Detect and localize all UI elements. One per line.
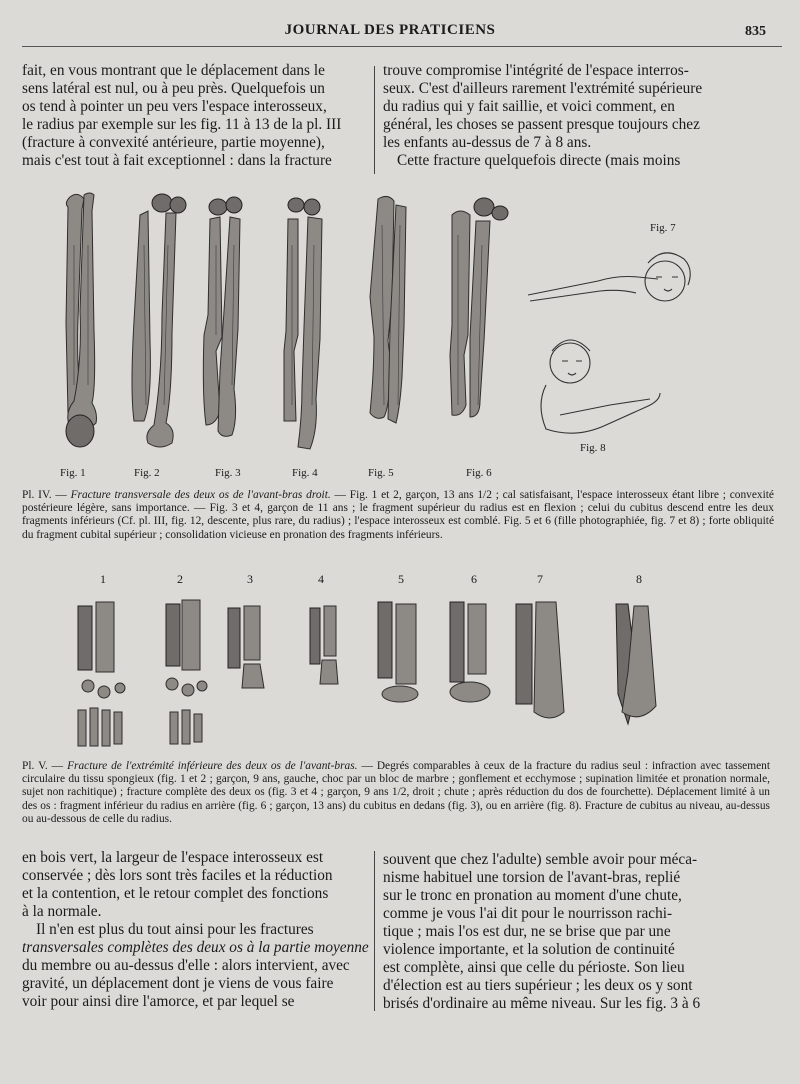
plate-v-fig-1 [78, 602, 125, 746]
plate-v-num-7: 7 [537, 572, 543, 586]
plate-iv-caption-title: Fracture transversale des deux os de l'avant-bras droit. [70, 489, 331, 501]
column-divider-top [374, 66, 375, 174]
text-line: les enfants au-dessus de 7 à 8 ans. [383, 134, 592, 151]
text-line: d'élection est au tiers supérieur ; les deux os y sont [383, 977, 693, 994]
text-line: du membre ou au-dessus d'elle : alors intervient, avec [22, 957, 350, 974]
plate-v-caption-body: — Degrés comparables à ceux de la fracture du radius seul : infraction avec tassement circulaire du tissu spongieux (fig. 1 et 2 ; garçon, 9 ans, gauche, choc par un bloc de marbre ; gonflement et ecchymose ; supination limitée et pronation normale, sujet non rachitique) ; fracture complète des deux os (fig. 3 et 4 ; garçon, 9 ans 1/2, droit ; chute ; après réduction du dos de fourchette). Déplacement limité à un des os : fragment inférieur du radius en arrière (fig. 6 ; garçon, 13 ans) du cubitus en dedans (fig. 3), ou en arrière (fig. 8). Fracture de cubitus au niveau, au-dessus ou au-dessous de celle du radius. [22, 760, 770, 825]
fig-3-label: Fig. 3 [215, 467, 241, 479]
text-line: sur le tronc en pronation au moment d'une chute, [383, 887, 682, 904]
fig-5-label: Fig. 5 [368, 467, 394, 479]
text-line: sens latéral est nul, ou à peu près. Quelquefois un [22, 80, 325, 97]
plate-v-num-6: 6 [471, 572, 477, 586]
plate-v-fig-6 [450, 602, 490, 702]
plate-v-fig-5 [378, 602, 418, 702]
text-line: gravité, un déplacement dont je viens de vous faire [22, 975, 334, 992]
fig-2-bones [132, 194, 186, 447]
plate-v-fig-2 [166, 600, 207, 744]
plate-iv-caption-lead: Pl. IV. — [22, 489, 67, 501]
plate-v-caption-lead: Pl. V. — [22, 760, 64, 772]
bottom-right-column [383, 851, 743, 1013]
plate-v-num-5: 5 [398, 572, 404, 586]
fig-1-bones [66, 193, 97, 447]
text-line: et la contention, et le retour complet des fonctions [22, 885, 329, 902]
plate-v-num-1: 1 [100, 572, 106, 586]
plate-v-num-3: 3 [247, 572, 253, 586]
text-line: général, les choses se passent presque toujours chez [383, 116, 700, 133]
plate-v-num-4: 4 [318, 572, 324, 586]
text-line: en bois vert, la largeur de l'espace interosseux est [22, 849, 324, 866]
text-line: conservée ; dès lors sont très faciles et la réduction [22, 867, 333, 884]
header-rule [22, 46, 782, 47]
text-line: le radius par exemple sur les fig. 11 à 13 de la pl. III [22, 116, 342, 133]
text-line: mais c'est tout à fait exceptionnel : dans la fracture [22, 152, 332, 169]
top-right-column [383, 62, 743, 170]
fig-6-bones [450, 198, 508, 417]
plate-v-fig-3 [228, 606, 264, 688]
fig-1-label: Fig. 1 [60, 467, 86, 479]
fig-2-label: Fig. 2 [134, 467, 160, 479]
plate-v-num-2: 2 [177, 572, 183, 586]
plate-v-caption-title: Fracture de l'extrémité inférieure des deux os de l'avant-bras. [67, 760, 358, 772]
plate-v-illustration [60, 592, 700, 752]
text-line: du radius qui y fait saillie, et voici comment, en [383, 98, 675, 115]
text-line: nisme habituel une torsion de l'avant-bras, replié [383, 869, 681, 886]
text-line: comme je vous l'ai dit pour le nourrisson rachi- [383, 905, 673, 922]
text-line: souvent que chez l'adulte) semble avoir pour méca- [383, 851, 698, 868]
plate-iv-illustration [40, 185, 740, 475]
plate-v-caption [22, 760, 770, 826]
fig-4-label: Fig. 4 [292, 467, 318, 479]
plate-iv-caption-body: — Fig. 1 et 2, garçon, 13 ans 1/2 ; cal satisfaisant, l'espace interosseux étant libre ; convexité postérieure légère, sans importance. — Fig. 3 et 4, garçon de 11 ans ; le fragment supérieur du radius est en flexion ; celui du cubitus descend entre les deux fragments inférieurs (Cf. pl. III, fig. 12, descente, plus rare, du radius) ; l'espace interosseux est comblé. Fig. 5 et 6 (fille photographiée, fig. 7 et 8) ; forte obliquité du fragment cubital supérieur ; consolidation vicieuse en pronation des fragments inférieurs. [22, 489, 774, 541]
text-line: violence importante, et la solution de continuité [383, 941, 675, 958]
bottom-left-column [22, 849, 367, 1011]
text-line: est complète, ainsi que celle du périoste. Son lieu [383, 959, 685, 976]
text-line: seux. C'est d'ailleurs rarement l'extrémité supérieure [383, 80, 703, 97]
text-line: Cette fracture quelquefois directe (mais moins [397, 152, 681, 169]
text-line: (fracture à convexité antérieure, partie moyenne), [22, 134, 325, 151]
fig-5-bones [370, 196, 406, 423]
page-number: 835 [745, 24, 766, 39]
plate-iv-caption [22, 489, 774, 542]
fig-8-label: Fig. 8 [580, 442, 606, 454]
fig-7-sketch [528, 253, 690, 301]
text-line: Il n'en est plus du tout ainsi pour les fractures [36, 921, 314, 938]
text-line: fait, en vous montrant que le déplacement dans le [22, 62, 325, 79]
fig-7-label: Fig. 7 [650, 222, 676, 234]
text-line: tique ; mais l'os est dur, ne se brise que par une [383, 923, 671, 940]
text-line: trouve compromise l'intégrité de l'espace interros- [383, 62, 689, 79]
plate-v-fig-4 [310, 606, 338, 684]
text-line: voir pour ainsi dire l'amorce, et par lequel se [22, 993, 295, 1010]
fig-4-bones [284, 198, 322, 449]
plate-v-num-8: 8 [636, 572, 642, 586]
text-line: os tend à pointer un peu vers l'espace interosseux, [22, 98, 327, 115]
running-header-title: JOURNAL DES PRATICIENS [284, 22, 496, 38]
top-left-column [22, 62, 367, 170]
text-line: transversales complètes des deux os à la partie moyenne [22, 939, 369, 956]
fig-8-sketch [541, 340, 660, 433]
text-line: brisés d'ordinaire au même niveau. Sur les fig. 3 à 6 [383, 995, 701, 1012]
fig-3-bones [203, 197, 242, 436]
text-line: à la normale. [22, 903, 102, 920]
fig-6-label: Fig. 6 [466, 467, 492, 479]
plate-v-fig-7 [516, 602, 564, 718]
plate-v-fig-8 [616, 604, 656, 724]
column-divider-bottom [374, 851, 375, 1011]
